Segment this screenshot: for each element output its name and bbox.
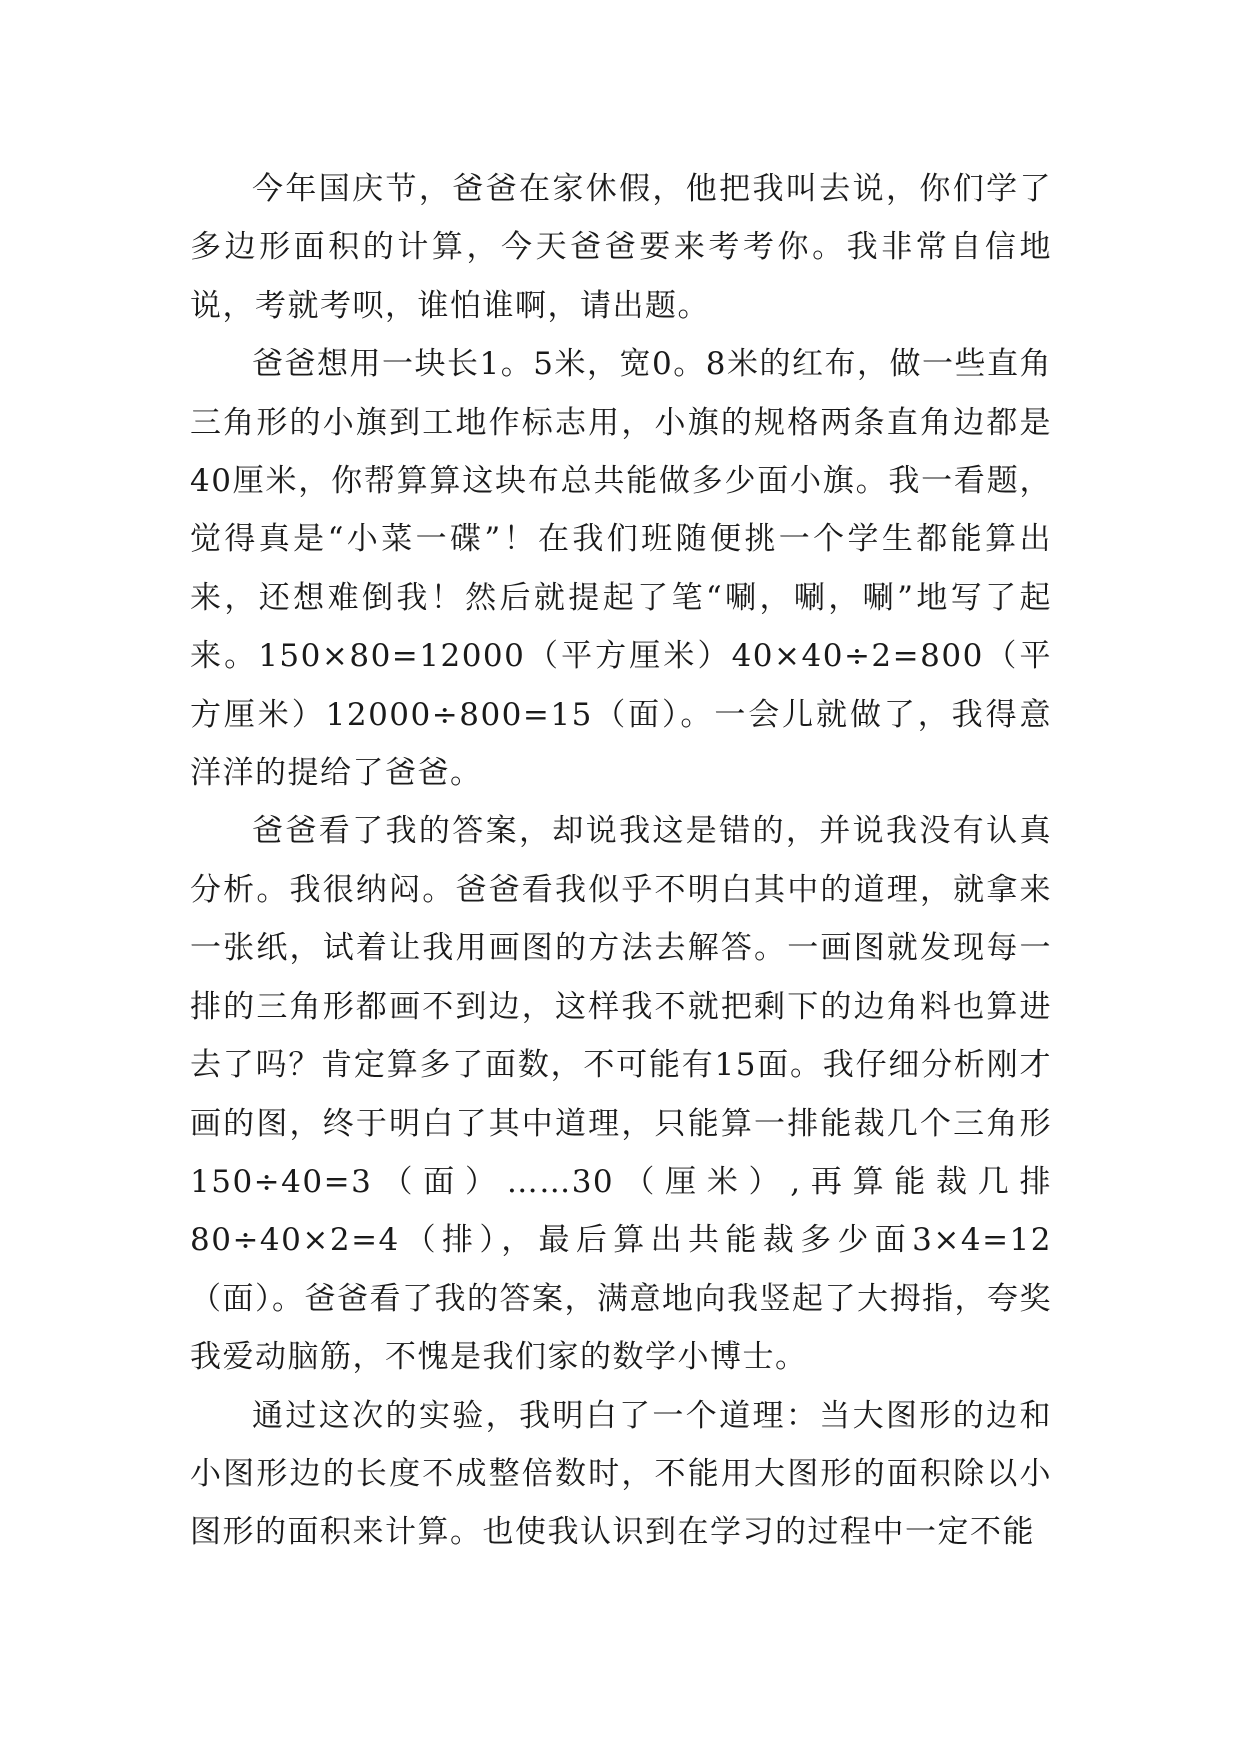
paragraph-4: 通过这次的实验，我明白了一个道理：当大图形的边和小图形边的长度不成整倍数时，不能用大图形的面积除以小图形的面积来计算。也使我认识到在学习的过程中一定不能: [190, 1397, 1052, 1551]
paragraph-1: 今年国庆节，爸爸在家休假，他把我叫去说，你们学了多边形面积的计算，今天爸爸要来考考你。我非常自信地说，考就考呗，谁怕谁啊，请出题。: [190, 171, 1052, 324]
paragraph-2: 爸爸想用一块长1。5米，宽0。8米的红布，做一些直角三角形的小旗到工地作标志用，小旗的规格两条直角边都是40厘米，你帮算算这块布总共能做多少面小旗。我一看题，觉得真是“小菜一碟”！在我们班随便挑一个学生都能算出来，还想难倒我！然后就提起了笔“唰，唰，唰”地写了起来。150×80=12000（平方厘米）40×40÷2=800（平方厘米）12000÷800=15（面）。一会儿就做了，我得意洋洋的提给了爸爸。: [190, 346, 1052, 792]
paragraph-3: 爸爸看了我的答案，却说我这是错的，并说我没有认真分析。我很纳闷。爸爸看我似乎不明白其中的道理，就拿来一张纸，试着让我用画图的方法去解答。一画图就发现每一排的三角形都画不到边，这样我不就把剩下的边角料也算进去了吗？肯定算多了面数，不可能有15面。我仔细分析刚才画的图，终于明白了其中道理，只能算一排能裁几个三角形150÷40=3（面）……30（厘米）,再算能裁几排80÷40×2=4（排），最后算出共能裁多少面3×4=12（面）。爸爸看了我的答案，满意地向我竖起了大拇指，夸奖我爱动脑筋，不愧是我们家的数学小博士。: [190, 813, 1052, 1376]
document-page: [190, 160, 1052, 1562]
